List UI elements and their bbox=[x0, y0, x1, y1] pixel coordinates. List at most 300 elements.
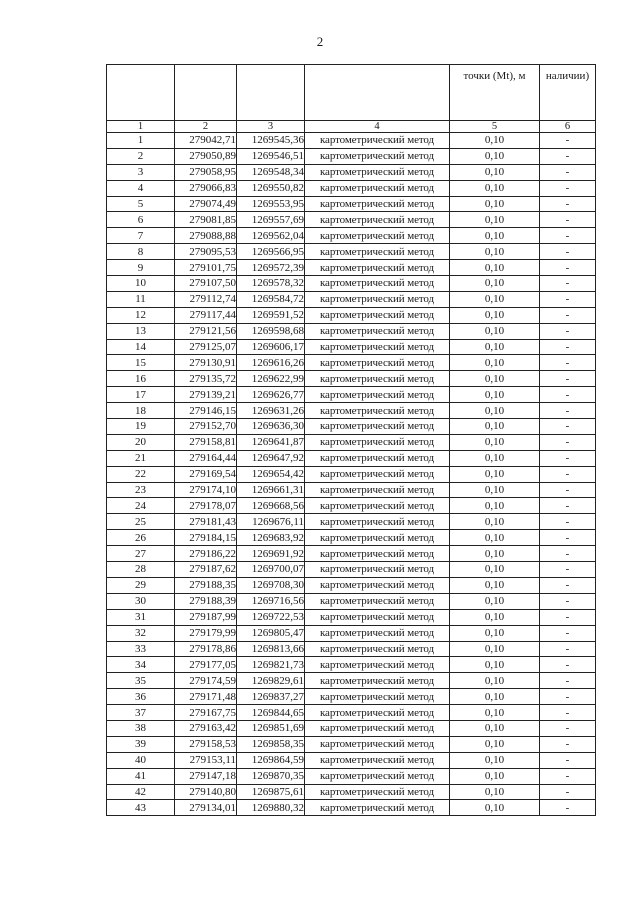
method-cell: картометрический метод bbox=[305, 784, 450, 800]
method-cell: картометрический метод bbox=[305, 466, 450, 482]
table-row bbox=[107, 419, 596, 435]
y-coordinate-cell: 1269572,39 bbox=[237, 260, 305, 276]
y-coordinate-cell: 1269858,35 bbox=[237, 736, 305, 752]
point-number-cell: 10 bbox=[107, 276, 175, 292]
accuracy-cell: 0,10 bbox=[450, 212, 540, 228]
x-coordinate-cell: 279188,39 bbox=[175, 593, 237, 609]
header-cell-2 bbox=[175, 65, 237, 121]
y-coordinate-cell: 1269654,42 bbox=[237, 466, 305, 482]
column-number: 1 bbox=[107, 121, 175, 133]
table-row bbox=[107, 609, 596, 625]
accuracy-cell: 0,10 bbox=[450, 260, 540, 276]
note-cell: - bbox=[540, 641, 596, 657]
method-cell: картометрический метод bbox=[305, 593, 450, 609]
x-coordinate-cell: 279187,62 bbox=[175, 562, 237, 578]
table-row bbox=[107, 752, 596, 768]
accuracy-cell: 0,10 bbox=[450, 371, 540, 387]
x-coordinate-cell: 279158,81 bbox=[175, 434, 237, 450]
point-number-cell: 18 bbox=[107, 403, 175, 419]
accuracy-cell: 0,10 bbox=[450, 673, 540, 689]
y-coordinate-cell: 1269616,26 bbox=[237, 355, 305, 371]
x-coordinate-cell: 279058,95 bbox=[175, 164, 237, 180]
y-coordinate-cell: 1269875,61 bbox=[237, 784, 305, 800]
note-cell: - bbox=[540, 323, 596, 339]
header-cell-4 bbox=[305, 65, 450, 121]
y-coordinate-cell: 1269622,99 bbox=[237, 371, 305, 387]
table-row bbox=[107, 244, 596, 260]
point-number-cell: 24 bbox=[107, 498, 175, 514]
column-number-row bbox=[107, 121, 596, 133]
point-number-cell: 30 bbox=[107, 593, 175, 609]
table-row bbox=[107, 625, 596, 641]
method-cell: картометрический метод bbox=[305, 355, 450, 371]
note-cell: - bbox=[540, 371, 596, 387]
note-cell: - bbox=[540, 450, 596, 466]
point-number-cell: 31 bbox=[107, 609, 175, 625]
accuracy-cell: 0,10 bbox=[450, 419, 540, 435]
note-cell: - bbox=[540, 800, 596, 816]
y-coordinate-cell: 1269691,92 bbox=[237, 546, 305, 562]
accuracy-cell: 0,10 bbox=[450, 450, 540, 466]
table-row bbox=[107, 720, 596, 736]
accuracy-cell: 0,10 bbox=[450, 307, 540, 323]
method-cell: картометрический метод bbox=[305, 641, 450, 657]
method-cell: картометрический метод bbox=[305, 164, 450, 180]
table-row bbox=[107, 133, 596, 149]
note-cell: - bbox=[540, 133, 596, 149]
accuracy-cell: 0,10 bbox=[450, 641, 540, 657]
x-coordinate-cell: 279152,70 bbox=[175, 419, 237, 435]
x-coordinate-cell: 279174,10 bbox=[175, 482, 237, 498]
table-row bbox=[107, 641, 596, 657]
y-coordinate-cell: 1269591,52 bbox=[237, 307, 305, 323]
note-cell: - bbox=[540, 403, 596, 419]
table-row bbox=[107, 180, 596, 196]
method-cell: картометрический метод bbox=[305, 339, 450, 355]
y-coordinate-cell: 1269578,32 bbox=[237, 276, 305, 292]
table-row bbox=[107, 498, 596, 514]
table-row bbox=[107, 466, 596, 482]
y-coordinate-cell: 1269851,69 bbox=[237, 720, 305, 736]
accuracy-cell: 0,10 bbox=[450, 244, 540, 260]
y-coordinate-cell: 1269553,95 bbox=[237, 196, 305, 212]
accuracy-cell: 0,10 bbox=[450, 689, 540, 705]
x-coordinate-cell: 279107,50 bbox=[175, 276, 237, 292]
y-coordinate-cell: 1269631,26 bbox=[237, 403, 305, 419]
note-cell: - bbox=[540, 180, 596, 196]
note-cell: - bbox=[540, 244, 596, 260]
y-coordinate-cell: 1269584,72 bbox=[237, 291, 305, 307]
table-row bbox=[107, 387, 596, 403]
note-cell: - bbox=[540, 625, 596, 641]
accuracy-cell: 0,10 bbox=[450, 148, 540, 164]
y-coordinate-cell: 1269837,27 bbox=[237, 689, 305, 705]
note-cell: - bbox=[540, 291, 596, 307]
method-cell: картометрический метод bbox=[305, 498, 450, 514]
accuracy-cell: 0,10 bbox=[450, 609, 540, 625]
note-cell: - bbox=[540, 276, 596, 292]
point-number-cell: 1 bbox=[107, 133, 175, 149]
point-number-cell: 34 bbox=[107, 657, 175, 673]
y-coordinate-cell: 1269683,92 bbox=[237, 530, 305, 546]
point-number-cell: 12 bbox=[107, 307, 175, 323]
y-coordinate-cell: 1269598,68 bbox=[237, 323, 305, 339]
column-number: 4 bbox=[305, 121, 450, 133]
point-number-cell: 4 bbox=[107, 180, 175, 196]
note-cell: - bbox=[540, 514, 596, 530]
accuracy-cell: 0,10 bbox=[450, 403, 540, 419]
x-coordinate-cell: 279169,54 bbox=[175, 466, 237, 482]
method-cell: картометрический метод bbox=[305, 196, 450, 212]
x-coordinate-cell: 279117,44 bbox=[175, 307, 237, 323]
table-row bbox=[107, 514, 596, 530]
note-cell: - bbox=[540, 387, 596, 403]
table-row bbox=[107, 593, 596, 609]
note-cell: - bbox=[540, 657, 596, 673]
accuracy-cell: 0,10 bbox=[450, 530, 540, 546]
accuracy-cell: 0,10 bbox=[450, 562, 540, 578]
note-cell: - bbox=[540, 689, 596, 705]
method-cell: картометрический метод bbox=[305, 403, 450, 419]
y-coordinate-cell: 1269661,31 bbox=[237, 482, 305, 498]
accuracy-cell: 0,10 bbox=[450, 228, 540, 244]
accuracy-cell: 0,10 bbox=[450, 196, 540, 212]
table-row bbox=[107, 196, 596, 212]
point-number-cell: 27 bbox=[107, 546, 175, 562]
x-coordinate-cell: 279164,44 bbox=[175, 450, 237, 466]
method-cell: картометрический метод bbox=[305, 673, 450, 689]
point-number-cell: 41 bbox=[107, 768, 175, 784]
method-cell: картометрический метод bbox=[305, 260, 450, 276]
x-coordinate-cell: 279140,80 bbox=[175, 784, 237, 800]
x-coordinate-cell: 279179,99 bbox=[175, 625, 237, 641]
accuracy-cell: 0,10 bbox=[450, 514, 540, 530]
table-row bbox=[107, 164, 596, 180]
y-coordinate-cell: 1269716,56 bbox=[237, 593, 305, 609]
accuracy-cell: 0,10 bbox=[450, 164, 540, 180]
y-coordinate-cell: 1269546,51 bbox=[237, 148, 305, 164]
note-cell: - bbox=[540, 705, 596, 721]
point-number-cell: 11 bbox=[107, 291, 175, 307]
note-cell: - bbox=[540, 434, 596, 450]
table-row bbox=[107, 355, 596, 371]
table-row bbox=[107, 434, 596, 450]
method-cell: картометрический метод bbox=[305, 291, 450, 307]
note-cell: - bbox=[540, 530, 596, 546]
table-row bbox=[107, 323, 596, 339]
note-cell: - bbox=[540, 355, 596, 371]
table-row bbox=[107, 291, 596, 307]
x-coordinate-cell: 279177,05 bbox=[175, 657, 237, 673]
table-row bbox=[107, 705, 596, 721]
method-cell: картометрический метод bbox=[305, 450, 450, 466]
point-number-cell: 15 bbox=[107, 355, 175, 371]
accuracy-cell: 0,10 bbox=[450, 498, 540, 514]
table-row bbox=[107, 228, 596, 244]
method-cell: картометрический метод bbox=[305, 657, 450, 673]
method-cell: картометрический метод bbox=[305, 625, 450, 641]
accuracy-cell: 0,10 bbox=[450, 657, 540, 673]
method-cell: картометрический метод bbox=[305, 228, 450, 244]
x-coordinate-cell: 279135,72 bbox=[175, 371, 237, 387]
accuracy-cell: 0,10 bbox=[450, 482, 540, 498]
note-cell: - bbox=[540, 482, 596, 498]
table-row bbox=[107, 530, 596, 546]
x-coordinate-cell: 279095,53 bbox=[175, 244, 237, 260]
note-cell: - bbox=[540, 212, 596, 228]
method-cell: картометрический метод bbox=[305, 387, 450, 403]
point-number-cell: 19 bbox=[107, 419, 175, 435]
header-cell-3 bbox=[237, 65, 305, 121]
x-coordinate-cell: 279081,85 bbox=[175, 212, 237, 228]
note-cell: - bbox=[540, 593, 596, 609]
x-coordinate-cell: 279188,35 bbox=[175, 577, 237, 593]
accuracy-cell: 0,10 bbox=[450, 593, 540, 609]
y-coordinate-cell: 1269566,95 bbox=[237, 244, 305, 260]
x-coordinate-cell: 279130,91 bbox=[175, 355, 237, 371]
method-cell: картометрический метод bbox=[305, 307, 450, 323]
method-cell: картометрический метод bbox=[305, 133, 450, 149]
point-number-cell: 26 bbox=[107, 530, 175, 546]
y-coordinate-cell: 1269870,35 bbox=[237, 768, 305, 784]
y-coordinate-cell: 1269562,04 bbox=[237, 228, 305, 244]
method-cell: картометрический метод bbox=[305, 482, 450, 498]
note-cell: - bbox=[540, 196, 596, 212]
header-cell-6: наличии) bbox=[540, 65, 596, 121]
point-number-cell: 25 bbox=[107, 514, 175, 530]
x-coordinate-cell: 279112,74 bbox=[175, 291, 237, 307]
x-coordinate-cell: 279171,48 bbox=[175, 689, 237, 705]
method-cell: картометрический метод bbox=[305, 244, 450, 260]
note-cell: - bbox=[540, 577, 596, 593]
y-coordinate-cell: 1269626,77 bbox=[237, 387, 305, 403]
x-coordinate-cell: 279134,01 bbox=[175, 800, 237, 816]
y-coordinate-cell: 1269880,32 bbox=[237, 800, 305, 816]
x-coordinate-cell: 279184,15 bbox=[175, 530, 237, 546]
table-row bbox=[107, 339, 596, 355]
y-coordinate-cell: 1269545,36 bbox=[237, 133, 305, 149]
table-row bbox=[107, 657, 596, 673]
point-number-cell: 5 bbox=[107, 196, 175, 212]
point-number-cell: 36 bbox=[107, 689, 175, 705]
y-coordinate-cell: 1269813,66 bbox=[237, 641, 305, 657]
point-number-cell: 38 bbox=[107, 720, 175, 736]
method-cell: картометрический метод bbox=[305, 736, 450, 752]
note-cell: - bbox=[540, 784, 596, 800]
x-coordinate-cell: 279167,75 bbox=[175, 705, 237, 721]
table-row bbox=[107, 784, 596, 800]
point-number-cell: 35 bbox=[107, 673, 175, 689]
method-cell: картометрический метод bbox=[305, 546, 450, 562]
x-coordinate-cell: 279163,42 bbox=[175, 720, 237, 736]
point-number-cell: 20 bbox=[107, 434, 175, 450]
accuracy-cell: 0,10 bbox=[450, 355, 540, 371]
column-number: 2 bbox=[175, 121, 237, 133]
page-number: 2 bbox=[316, 34, 324, 49]
point-number-cell: 29 bbox=[107, 577, 175, 593]
y-coordinate-cell: 1269864,59 bbox=[237, 752, 305, 768]
point-number-cell: 13 bbox=[107, 323, 175, 339]
y-coordinate-cell: 1269821,73 bbox=[237, 657, 305, 673]
note-cell: - bbox=[540, 736, 596, 752]
accuracy-cell: 0,10 bbox=[450, 720, 540, 736]
note-cell: - bbox=[540, 307, 596, 323]
accuracy-cell: 0,10 bbox=[450, 577, 540, 593]
y-coordinate-cell: 1269829,61 bbox=[237, 673, 305, 689]
note-cell: - bbox=[540, 673, 596, 689]
accuracy-cell: 0,10 bbox=[450, 291, 540, 307]
method-cell: картометрический метод bbox=[305, 371, 450, 387]
table-row bbox=[107, 482, 596, 498]
accuracy-cell: 0,10 bbox=[450, 323, 540, 339]
method-cell: картометрический метод bbox=[305, 276, 450, 292]
x-coordinate-cell: 279158,53 bbox=[175, 736, 237, 752]
point-number-cell: 37 bbox=[107, 705, 175, 721]
x-coordinate-cell: 279187,99 bbox=[175, 609, 237, 625]
note-cell: - bbox=[540, 752, 596, 768]
x-coordinate-cell: 279066,83 bbox=[175, 180, 237, 196]
note-cell: - bbox=[540, 466, 596, 482]
x-coordinate-cell: 279074,49 bbox=[175, 196, 237, 212]
table-row bbox=[107, 450, 596, 466]
x-coordinate-cell: 279050,89 bbox=[175, 148, 237, 164]
point-number-cell: 42 bbox=[107, 784, 175, 800]
x-coordinate-cell: 279174,59 bbox=[175, 673, 237, 689]
accuracy-cell: 0,10 bbox=[450, 276, 540, 292]
y-coordinate-cell: 1269636,30 bbox=[237, 419, 305, 435]
accuracy-cell: 0,10 bbox=[450, 705, 540, 721]
x-coordinate-cell: 279101,75 bbox=[175, 260, 237, 276]
table-row bbox=[107, 260, 596, 276]
note-cell: - bbox=[540, 562, 596, 578]
method-cell: картометрический метод bbox=[305, 530, 450, 546]
point-number-cell: 23 bbox=[107, 482, 175, 498]
table-row bbox=[107, 276, 596, 292]
point-number-cell: 7 bbox=[107, 228, 175, 244]
accuracy-cell: 0,10 bbox=[450, 387, 540, 403]
method-cell: картометрический метод bbox=[305, 148, 450, 164]
note-cell: - bbox=[540, 419, 596, 435]
note-cell: - bbox=[540, 609, 596, 625]
accuracy-cell: 0,10 bbox=[450, 434, 540, 450]
y-coordinate-cell: 1269708,30 bbox=[237, 577, 305, 593]
method-cell: картометрический метод bbox=[305, 212, 450, 228]
table-row bbox=[107, 577, 596, 593]
point-number-cell: 3 bbox=[107, 164, 175, 180]
x-coordinate-cell: 279042,71 bbox=[175, 133, 237, 149]
note-cell: - bbox=[540, 546, 596, 562]
point-number-cell: 32 bbox=[107, 625, 175, 641]
point-number-cell: 40 bbox=[107, 752, 175, 768]
y-coordinate-cell: 1269722,53 bbox=[237, 609, 305, 625]
note-cell: - bbox=[540, 768, 596, 784]
header-cell-5: точки (Mt), м bbox=[450, 65, 540, 121]
method-cell: картометрический метод bbox=[305, 419, 450, 435]
point-number-cell: 33 bbox=[107, 641, 175, 657]
x-coordinate-cell: 279178,86 bbox=[175, 641, 237, 657]
point-number-cell: 14 bbox=[107, 339, 175, 355]
column-number: 5 bbox=[450, 121, 540, 133]
y-coordinate-cell: 1269550,82 bbox=[237, 180, 305, 196]
x-coordinate-cell: 279147,18 bbox=[175, 768, 237, 784]
x-coordinate-cell: 279125,07 bbox=[175, 339, 237, 355]
x-coordinate-cell: 279146,15 bbox=[175, 403, 237, 419]
accuracy-cell: 0,10 bbox=[450, 800, 540, 816]
header-cell-1 bbox=[107, 65, 175, 121]
point-number-cell: 28 bbox=[107, 562, 175, 578]
x-coordinate-cell: 279121,56 bbox=[175, 323, 237, 339]
accuracy-cell: 0,10 bbox=[450, 736, 540, 752]
x-coordinate-cell: 279139,21 bbox=[175, 387, 237, 403]
note-cell: - bbox=[540, 720, 596, 736]
table-row bbox=[107, 371, 596, 387]
x-coordinate-cell: 279088,88 bbox=[175, 228, 237, 244]
y-coordinate-cell: 1269606,17 bbox=[237, 339, 305, 355]
table-row bbox=[107, 212, 596, 228]
y-coordinate-cell: 1269700,07 bbox=[237, 562, 305, 578]
accuracy-cell: 0,10 bbox=[450, 752, 540, 768]
method-cell: картометрический метод bbox=[305, 800, 450, 816]
point-number-cell: 21 bbox=[107, 450, 175, 466]
table-row bbox=[107, 562, 596, 578]
table-row bbox=[107, 736, 596, 752]
method-cell: картометрический метод bbox=[305, 514, 450, 530]
method-cell: картометрический метод bbox=[305, 180, 450, 196]
accuracy-cell: 0,10 bbox=[450, 768, 540, 784]
column-number: 6 bbox=[540, 121, 596, 133]
table-row bbox=[107, 307, 596, 323]
y-coordinate-cell: 1269557,69 bbox=[237, 212, 305, 228]
x-coordinate-cell: 279178,07 bbox=[175, 498, 237, 514]
x-coordinate-cell: 279181,43 bbox=[175, 514, 237, 530]
column-number: 3 bbox=[237, 121, 305, 133]
method-cell: картометрический метод bbox=[305, 562, 450, 578]
accuracy-cell: 0,10 bbox=[450, 546, 540, 562]
method-cell: картометрический метод bbox=[305, 705, 450, 721]
table-row bbox=[107, 148, 596, 164]
point-number-cell: 16 bbox=[107, 371, 175, 387]
accuracy-cell: 0,10 bbox=[450, 339, 540, 355]
coordinates-table bbox=[106, 64, 596, 816]
point-number-cell: 22 bbox=[107, 466, 175, 482]
y-coordinate-cell: 1269647,92 bbox=[237, 450, 305, 466]
point-number-cell: 8 bbox=[107, 244, 175, 260]
method-cell: картометрический метод bbox=[305, 689, 450, 705]
note-cell: - bbox=[540, 148, 596, 164]
note-cell: - bbox=[540, 498, 596, 514]
point-number-cell: 9 bbox=[107, 260, 175, 276]
y-coordinate-cell: 1269641,87 bbox=[237, 434, 305, 450]
point-number-cell: 39 bbox=[107, 736, 175, 752]
y-coordinate-cell: 1269676,11 bbox=[237, 514, 305, 530]
x-coordinate-cell: 279153,11 bbox=[175, 752, 237, 768]
y-coordinate-cell: 1269805,47 bbox=[237, 625, 305, 641]
note-cell: - bbox=[540, 228, 596, 244]
y-coordinate-cell: 1269844,65 bbox=[237, 705, 305, 721]
method-cell: картометрический метод bbox=[305, 323, 450, 339]
method-cell: картометрический метод bbox=[305, 768, 450, 784]
table-row bbox=[107, 546, 596, 562]
accuracy-cell: 0,10 bbox=[450, 466, 540, 482]
accuracy-cell: 0,10 bbox=[450, 133, 540, 149]
method-cell: картометрический метод bbox=[305, 752, 450, 768]
point-number-cell: 2 bbox=[107, 148, 175, 164]
table-row bbox=[107, 403, 596, 419]
point-number-cell: 43 bbox=[107, 800, 175, 816]
note-cell: - bbox=[540, 260, 596, 276]
note-cell: - bbox=[540, 339, 596, 355]
table-row bbox=[107, 673, 596, 689]
